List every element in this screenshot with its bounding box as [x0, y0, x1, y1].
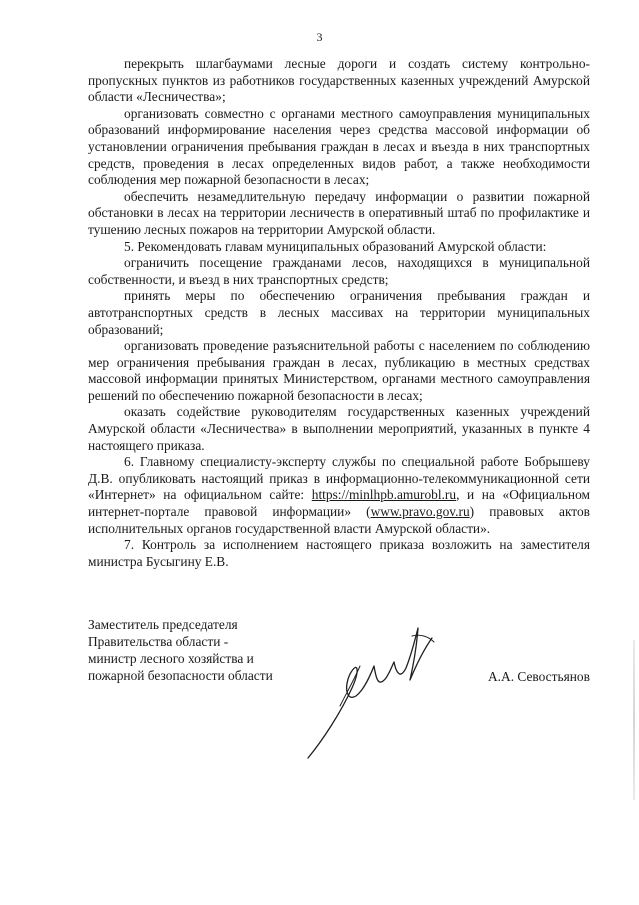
- item6-text-middle: , и на «Официальном интернет-портале правовой информации» (: [88, 487, 590, 520]
- paragraph-item-7: 7. Контроль за исполнением настоящего приказа возложить на заместителя министра Бусыгину Е.В.: [88, 537, 590, 569]
- paragraph-inform-population: организовать совместно с органами местного самоуправления муниципальных образований информирование населения через средства массовой информации об установлении ограничения пребывания граждан в лесах и въезда в них транспортных средств, проведения в лесах определенных видов работ, а также необходимости соблюдения мер пожарной безопасности в лесах;: [88, 105, 590, 188]
- paragraph-item-6: [88, 454, 590, 537]
- paragraph-restrict-visits: ограничить посещение гражданами лесов, находящихся в муниципальной собственности, и въезд в них транспортных средств;: [88, 255, 590, 287]
- signatory-title-line: Заместитель председателя: [88, 617, 238, 632]
- paragraph-barriers: перекрыть шлагбаумами лесные дороги и создать систему контрольно-пропускных пунктов из работников государственных казенных учреждений Амурской области «Лесничества»;: [88, 56, 590, 105]
- paragraph-take-measures: принять меры по обеспечению ограничения пребывания граждан и автотранспортных средств в лесных массивах на территории муниципальных образований;: [88, 288, 590, 337]
- handwritten-signature: [300, 606, 440, 766]
- paragraph-fire-info-transfer: обеспечить незамедлительную передачу информации о развитии пожарной обстановки в лесах на территории лесничеств в оперативный штаб по профилактике и тушению лесных пожаров на территории Амурской области.: [88, 188, 590, 237]
- page-number: 3: [316, 30, 323, 44]
- signatory-title-line: Правительства области -: [88, 634, 229, 649]
- signatory-title-line: министр лесного хозяйства и: [88, 651, 254, 666]
- signatory-title: [88, 616, 273, 684]
- paragraph-explanatory-work: организовать проведение разъяснительной работы с населением по соблюдению мер ограничения пребывания граждан в лесах, публикацию в местных средствах массовой информации принятых Министерством, органами местного самоуправления решений по обеспечению пожарной безопасности в лесах;: [88, 338, 590, 403]
- paragraph-item-5: 5. Рекомендовать главам муниципальных образований Амурской области:: [124, 238, 547, 254]
- scan-edge-shadow: [633, 640, 635, 800]
- document-body: [88, 56, 590, 570]
- paragraph-assist-forestry: оказать содействие руководителям государственных казенных учреждений Амурской области «Лесничества» в выполнении мероприятий, указанных в пункте 4 настоящего приказа.: [88, 404, 590, 453]
- signatory-title-line: пожарной безопасности области: [88, 668, 273, 683]
- item6-text-end: ) правовых актов исполнительных органов государственной власти Амурской области».: [88, 504, 590, 536]
- item6-text-start: 6. Главному специалисту-эксперту службы по специальной работе Бобрышеву Д.В. опубликовать настоящий приказ в информационно-телекоммуникационной сети «Интернет» на официальном сайте:: [88, 454, 590, 503]
- ministry-site-link[interactable]: https://minlhpb.amurobl.ru: [311, 487, 457, 503]
- signatory-name: А.А. Севостьянов: [488, 669, 590, 684]
- pravo-portal-link[interactable]: www.pravo.gov.ru: [370, 504, 470, 520]
